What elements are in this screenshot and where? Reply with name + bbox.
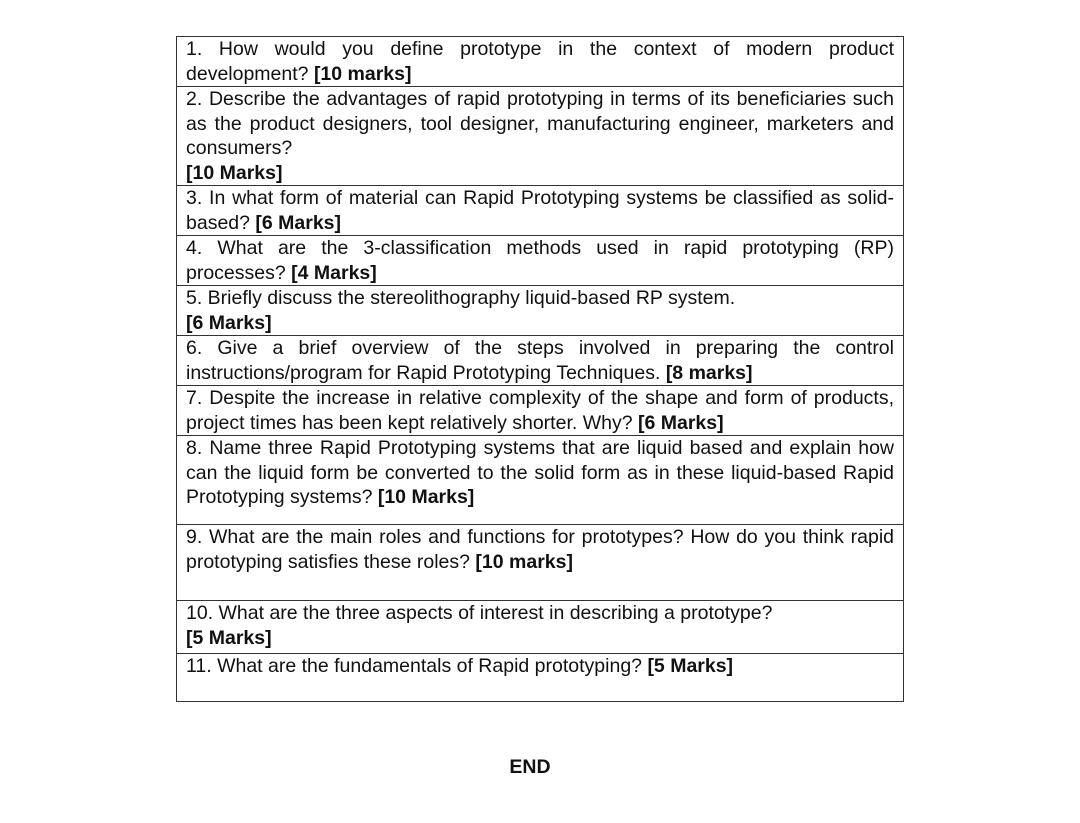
question-text: 3. In what form of material can Rapid Prototyping systems be classified as solid-based? <box>186 187 894 234</box>
question-marks: [8 marks] <box>665 361 753 384</box>
question-marks: [10 marks] <box>313 62 412 85</box>
question-text: 8. Name three Rapid Prototyping systems that are liquid based and explain how can the liquid form be converted to the solid form as in these liquid-based Rapid Prototyping systems? <box>186 437 894 508</box>
question-cell <box>177 186 904 236</box>
question-cell <box>177 336 904 386</box>
question-row <box>177 186 904 236</box>
question-row <box>177 286 904 336</box>
question-marks: [5 Marks] <box>186 626 272 649</box>
question-cell <box>177 525 904 601</box>
question-row <box>177 436 904 525</box>
question-text: 1. How would you define prototype in the context of modern product development? <box>186 38 894 85</box>
question-marks: [10 Marks] <box>186 161 283 184</box>
question-text: 4. What are the 3-classification methods used in rapid prototyping (RP) processes? <box>186 237 894 284</box>
question-cell <box>177 436 904 525</box>
question-text: 6. Give a brief overview of the steps involved in preparing the control instructions/program for Rapid Prototyping Techniques. <box>186 337 894 384</box>
question-text: 11. What are the fundamentals of Rapid prototyping? <box>186 655 643 677</box>
question-cell <box>177 37 904 87</box>
question-marks: [5 Marks] <box>647 655 734 677</box>
question-text: 5. Briefly discuss the stereolithography liquid-based RP system. <box>186 287 736 309</box>
question-row <box>177 386 904 436</box>
question-marks: [10 marks] <box>475 550 573 573</box>
question-marks: [4 Marks] <box>291 261 377 284</box>
question-cell <box>177 601 904 654</box>
question-text: 10. What are the three aspects of interest in describing a prototype? <box>186 602 773 624</box>
question-cell <box>177 236 904 286</box>
question-row <box>177 525 904 601</box>
question-marks: [6 Marks] <box>637 411 724 434</box>
question-text: 9. What are the main roles and functions for prototypes? How do you think rapid prototyping satisfies these roles? <box>186 526 894 573</box>
question-cell <box>177 286 904 336</box>
question-cell <box>177 87 904 186</box>
question-text: 2. Describe the advantages of rapid prototyping in terms of its beneficiaries such as the product designers, tool designer, manufacturing engineer, marketers and consumers? <box>186 88 894 159</box>
question-marks: [6 Marks] <box>255 211 342 234</box>
questions-table <box>176 36 904 702</box>
end-label: END <box>509 756 551 778</box>
question-row <box>177 654 904 702</box>
question-row <box>177 87 904 186</box>
question-marks: [10 Marks] <box>377 486 475 508</box>
question-row <box>177 336 904 386</box>
question-marks: [6 Marks] <box>186 311 272 334</box>
question-cell <box>177 386 904 436</box>
question-row <box>177 601 904 654</box>
question-row <box>177 37 904 87</box>
question-text: 7. Despite the increase in relative complexity of the shape and form of products, project times has been kept relatively shorter. Why? <box>186 387 894 434</box>
question-cell <box>177 654 904 702</box>
question-row <box>177 236 904 286</box>
